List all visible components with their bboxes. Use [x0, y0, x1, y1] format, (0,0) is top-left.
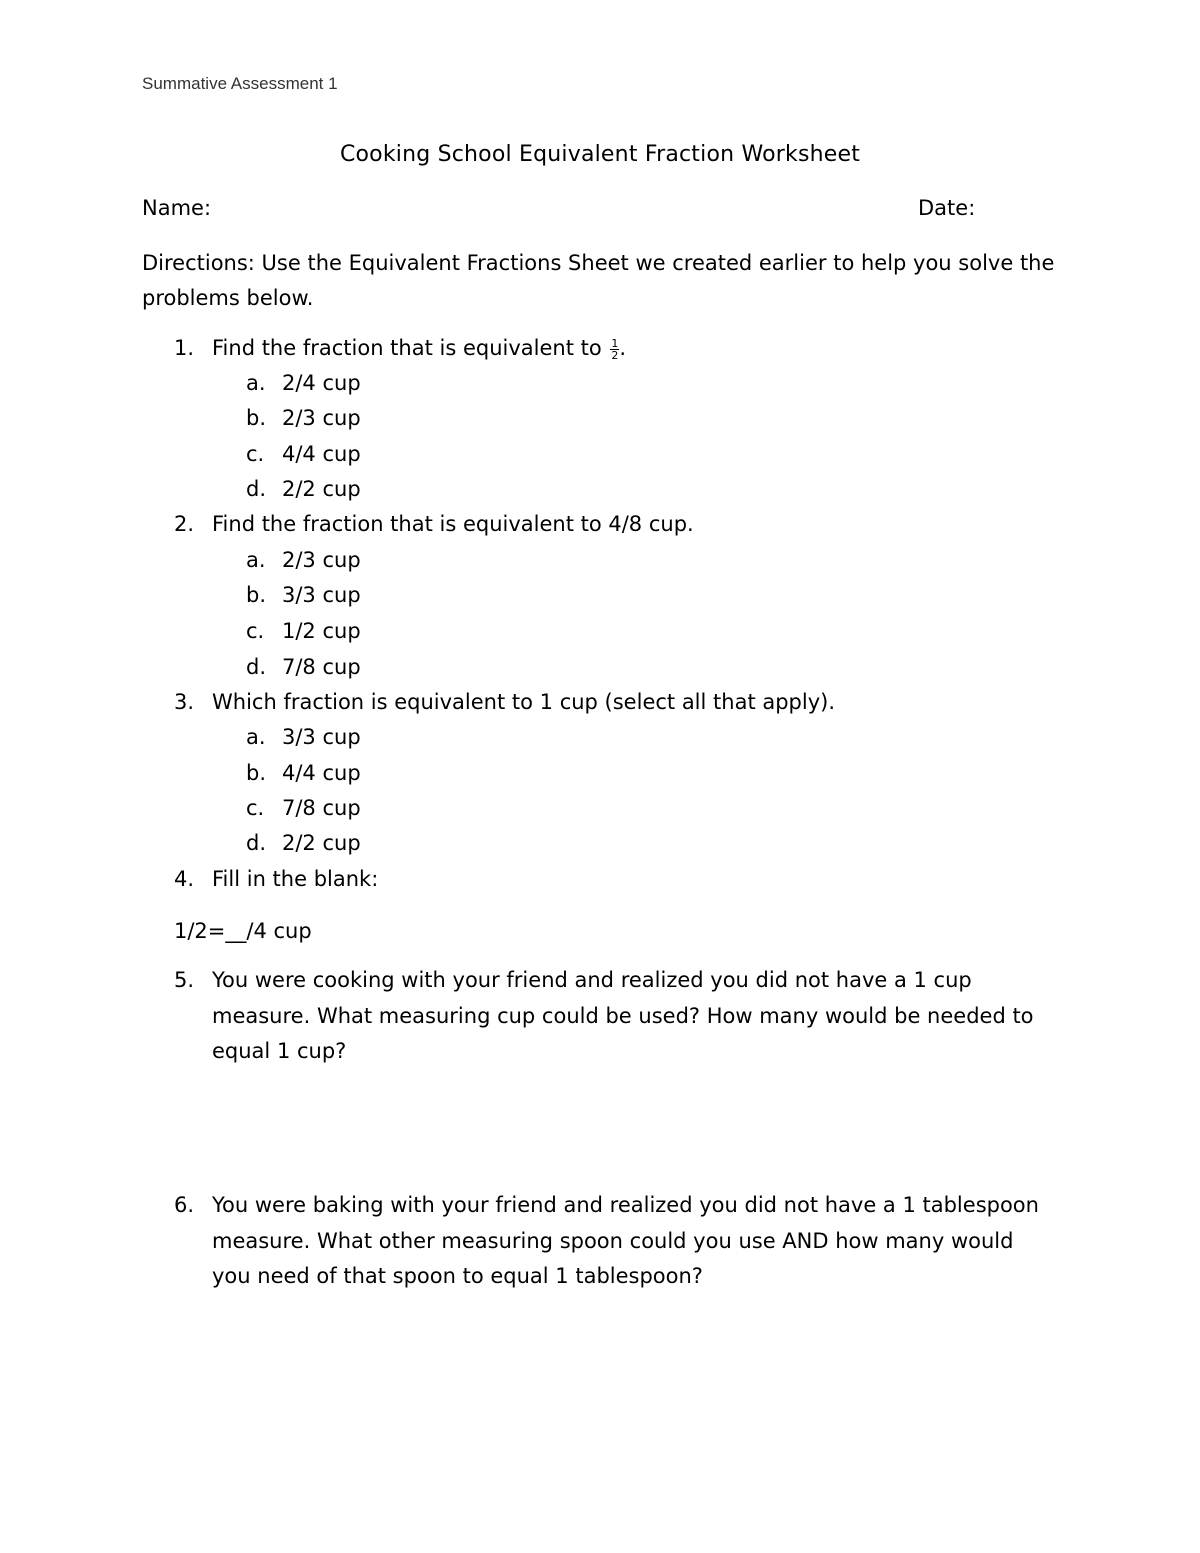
page-title: Cooking School Equivalent Fraction Worksheet — [339, 142, 861, 167]
question-text: Find the fraction that is equivalent to 4/8 cup. — [212, 512, 694, 536]
question-6 — [174, 1188, 1054, 1295]
option-letter: b. — [246, 406, 267, 430]
question-text: Which fraction is equivalent to 1 cup (select all that apply). — [212, 690, 836, 714]
option-letter: c. — [246, 442, 265, 466]
directions-text: Directions: Use the Equivalent Fractions Sheet we created earlier to help you solve the problems below. — [142, 251, 1055, 310]
option-text: 7/8 cup — [282, 796, 361, 820]
question-number: 6. — [174, 1193, 195, 1217]
option-letter: d. — [246, 655, 267, 679]
fraction-denominator: 2 — [611, 348, 619, 362]
question-text-prefix: Find the fraction that is equivalent to — [212, 336, 609, 360]
option-letter: a. — [246, 548, 266, 572]
question-number: 4. — [174, 867, 195, 891]
option-2c — [246, 614, 361, 649]
option-letter: b. — [246, 761, 267, 785]
option-text: 1/2 cup — [282, 619, 361, 643]
question-text: You were cooking with your friend and realized you did not have a 1 cup measure. What measuring cup could be used? How many would be needed to equal 1 cup? — [212, 968, 1034, 1063]
option-1c — [246, 437, 361, 472]
option-3b — [246, 756, 361, 791]
option-letter: a. — [246, 371, 266, 395]
option-2b — [246, 578, 361, 613]
option-text: 2/2 cup — [282, 477, 361, 501]
question-text-suffix: . — [619, 336, 627, 360]
question-4 — [174, 862, 378, 897]
question-3 — [174, 685, 835, 720]
date-field-label: Date: — [918, 196, 976, 220]
option-letter: c. — [246, 619, 265, 643]
question-text: You were baking with your friend and realized you did not have a 1 tablespoon measure. What other measuring spoon could you use AND how many would you need of that spoon to equal 1 tablespoon? — [212, 1193, 1039, 1288]
question-number: 5. — [174, 968, 195, 992]
option-text: 3/3 cup — [282, 725, 361, 749]
option-letter: a. — [246, 725, 266, 749]
name-field-label: Name: — [142, 196, 212, 220]
option-text: 4/4 cup — [282, 442, 361, 466]
option-3a — [246, 720, 361, 755]
option-1a — [246, 366, 361, 401]
fill-in-blank-equation: 1/2=__/4 cup — [174, 919, 312, 943]
option-letter: d. — [246, 831, 267, 855]
option-text: 2/3 cup — [282, 406, 361, 430]
option-1b — [246, 401, 361, 436]
question-1 — [174, 331, 626, 366]
option-2a — [246, 543, 361, 578]
question-number: 2. — [174, 512, 195, 536]
page-header: Summative Assessment 1 — [142, 74, 338, 93]
option-3d — [246, 826, 361, 861]
option-letter: c. — [246, 796, 265, 820]
question-text — [212, 331, 626, 366]
option-2d — [246, 650, 361, 685]
option-text: 2/4 cup — [282, 371, 361, 395]
option-text: 2/3 cup — [282, 548, 361, 572]
fraction-numerator: 1 — [611, 336, 619, 350]
question-5 — [174, 963, 1054, 1070]
option-text: 3/3 cup — [282, 583, 361, 607]
option-text: 7/8 cup — [282, 655, 361, 679]
option-text: 2/2 cup — [282, 831, 361, 855]
option-3c — [246, 791, 361, 826]
option-letter: d. — [246, 477, 267, 501]
option-text: 4/4 cup — [282, 761, 361, 785]
question-number: 1. — [174, 336, 195, 360]
option-letter: b. — [246, 583, 267, 607]
question-text: Fill in the blank: — [212, 867, 379, 891]
question-2 — [174, 507, 694, 542]
question-number: 3. — [174, 690, 195, 714]
option-1d — [246, 472, 361, 507]
